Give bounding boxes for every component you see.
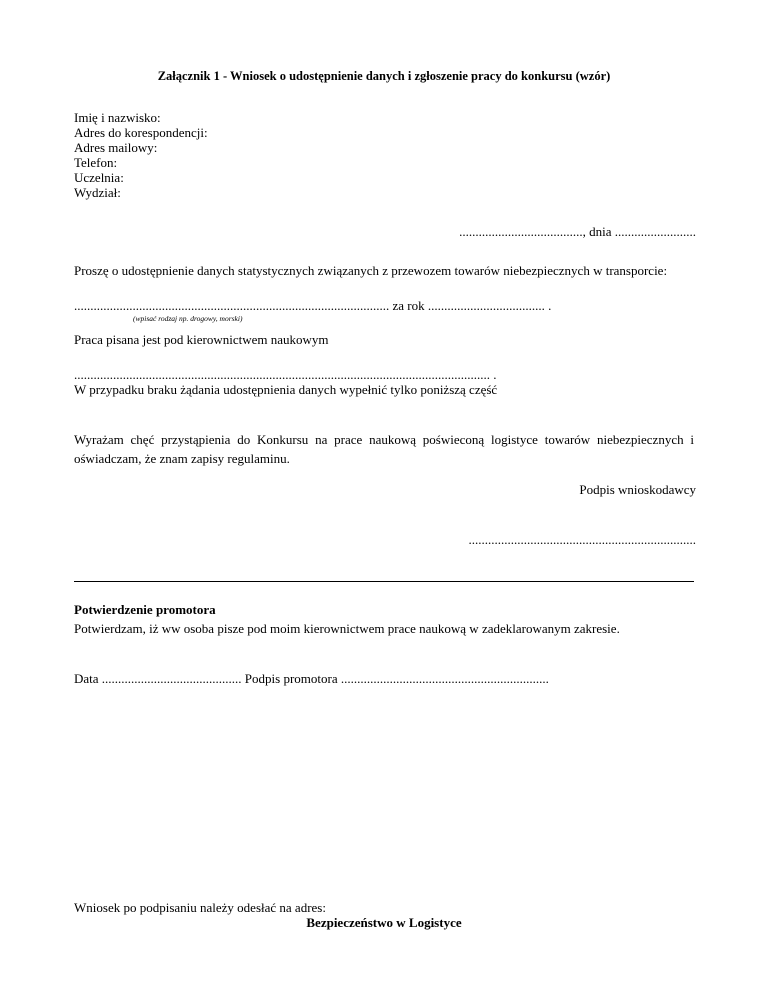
place-date-line: ......................................, dnia ......................... bbox=[459, 224, 696, 239]
supervision-text: Praca pisana jest pod kierownictwem naukowym bbox=[74, 332, 329, 347]
field-university-label: Uczelnia: bbox=[74, 170, 124, 185]
field-address-label: Adres do korespondencji: bbox=[74, 125, 208, 140]
promotor-confirmation-text: Potwierdzam, iż ww osoba pisze pod moim kierownictwem prace naukową w zadeklarowanym zakresie. bbox=[74, 621, 620, 636]
applicant-fields bbox=[74, 110, 208, 200]
no-data-instruction: W przypadku braku żądania udostępnienia danych wypełnić tylko poniższą część bbox=[74, 382, 498, 397]
promotor-date-signature-line: Data ........................................... Podpis promotora ................................................................ bbox=[74, 671, 549, 686]
data-request-text: Proszę o udostępnienie danych statystycznych związanych z przewozem towarów niebezpiecznych w transporcie: bbox=[74, 263, 668, 278]
field-name-label: Imię i nazwisko: bbox=[74, 110, 161, 125]
address-name: Bezpieczeństwo w Logistyce bbox=[306, 915, 462, 930]
field-phone-label: Telefon: bbox=[74, 155, 118, 170]
section-divider bbox=[74, 581, 694, 582]
applicant-signature-line: ...................................................................... bbox=[468, 532, 696, 547]
applicant-signature-label: Podpis wnioskodawcy bbox=[579, 482, 696, 497]
send-to-text: Wniosek po podpisaniu należy odesłać na adres: bbox=[74, 900, 326, 915]
document-title: Załącznik 1 - Wniosek o udostępnienie danych i zgłoszenie pracy do konkursu (wzór) bbox=[157, 69, 611, 83]
supervisor-fill-line: ................................................................................................................................ . bbox=[74, 367, 497, 382]
field-email-label: Adres mailowy: bbox=[74, 140, 158, 155]
field-faculty-label: Wydział: bbox=[74, 185, 121, 200]
transport-type-year-line: ................................................................................................. za rok .................................... . bbox=[74, 298, 552, 313]
declaration-text: Wyrażam chęć przystąpienia do Konkursu na prace naukową poświeconą logistyce towarów niebezpiecznych i oświadczam, że znam zapisy regulaminu. bbox=[74, 432, 694, 466]
transport-type-hint: (wpisać rodzaj np. drogowy, morski) bbox=[133, 314, 243, 323]
promotor-heading: Potwierdzenie promotora bbox=[74, 602, 216, 617]
